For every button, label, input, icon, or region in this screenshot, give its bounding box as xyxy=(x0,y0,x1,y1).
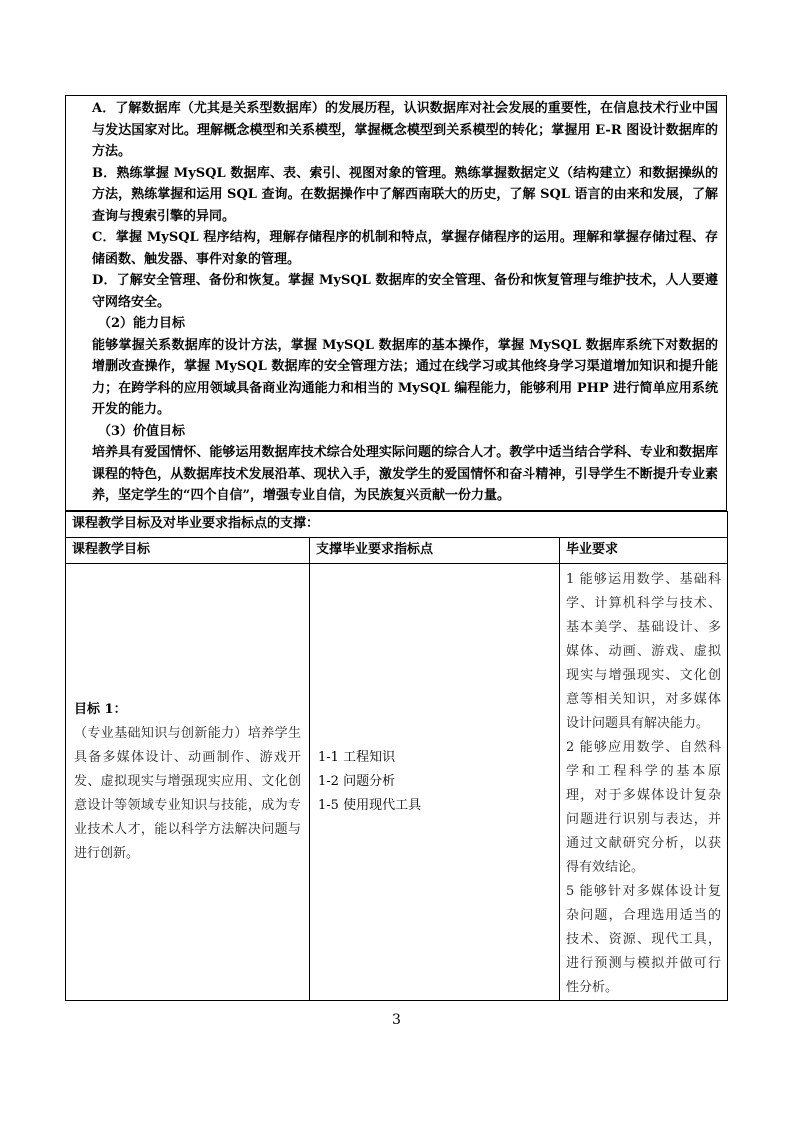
objective-b: B．熟练掌握 MySQL 数据库、表、索引、视图对象的管理。熟练掌握数据定义（结构建立）和数据操纵的方法，熟练掌握和运用 SQL 查询。在数据操作中了解西南联大的历史，了解 SQL 语言的由来和发展，了解查询与搜索引擎的异同。 xyxy=(92,165,718,224)
goal-cell xyxy=(66,564,310,1001)
objective-d: D．了解安全管理、备份和恢复。掌握 MySQL 数据库的安全管理、备份和恢复管理与维护技术，人人要遵守网络安全。 xyxy=(92,273,718,310)
indicator-item: 1-5 使用现代工具 xyxy=(318,798,422,813)
indicator-item: 1-1 工程知识 xyxy=(318,750,396,765)
table-title: 课程教学目标及对毕业要求指标点的支撑： xyxy=(66,512,728,538)
header-indicators: 支撑毕业要求指标点 xyxy=(310,538,560,564)
ability-heading: （2）能力目标 xyxy=(98,316,186,331)
goal-title: 目标 1： xyxy=(74,702,127,717)
indicator-item: 1-2 问题分析 xyxy=(318,774,396,789)
course-objectives-box xyxy=(65,95,727,511)
value-text: 培养具有爱国情怀、能够运用数据库技术综合处理实际问题的综合人才。教学中适当结合学科、专业和数据库课程的特色，从数据库技术发展沿革、现状入手，激发学生的爱国情怀和奋斗精神，引导学生不断提升专业素养，坚定学生的“四个自信”，增强专业自信，为民族复兴贡献一份力量。 xyxy=(92,445,718,503)
indicator-cell xyxy=(310,564,560,1001)
ability-text: 能够掌握关系数据库的设计方法，掌握 MySQL 数据库的基本操作，掌握 MySQL 数据库系统下对数据的增删改查操作，掌握 MySQL 数据库的安全管理方法；通过在线学习或其他终身学习渠道增加知识和提升能力；在跨学科的应用领域具备商业沟通能力和相当的 MySQL 编程能力，能够利用 PHP 进行简单应用系统开发的能力。 xyxy=(92,337,718,417)
requirements-cell xyxy=(560,564,728,1001)
requirement-item: 1 能够运用数学、基础科学、计算机科学与技术、基本美学、基础设计、多媒体、动画、游戏、虚拟现实与增强现实、文化创意等相关知识，对多媒体设计问题具有解决能力。 xyxy=(566,572,721,731)
objective-c: C．掌握 MySQL 程序结构，理解存储程序的机制和特点，掌握存储程序的运用。理解和掌握存储过程、存储函数、触发器、事件对象的管理。 xyxy=(92,230,718,267)
support-table xyxy=(65,511,728,1001)
requirement-item: 5 能够针对多媒体设计复杂问题，合理选用适当的技术、资源、现代工具，进行预测与模拟并做可行性分析。 xyxy=(566,884,721,995)
header-requirements: 毕业要求 xyxy=(560,538,728,564)
header-course-goal: 课程教学目标 xyxy=(66,538,310,564)
requirement-item: 2 能够应用数学、自然科学和工程科学的基本原理，对于多媒体设计复杂问题进行识别与表达，并通过文献研究分析，以获得有效结论。 xyxy=(566,740,721,875)
value-heading: （3）价值目标 xyxy=(98,423,186,439)
goal-text: （专业基础知识与创新能力）培养学生具备多媒体设计、动画制作、游戏开发、虚拟现实与增强现实应用、文化创意设计等领域专业知识与技能，成为专业技术人才，能以科学方法解决问题与进行创新。 xyxy=(74,726,301,861)
objective-a: A．了解数据库（尤其是关系型数据库）的发展历程，认识数据库对社会发展的重要性，在信息技术行业中国与发达国家对比。理解概念模型和关系模型，掌握概念模型到关系模型的转化；掌握用 E-R 图设计数据库的方法。 xyxy=(92,101,718,159)
page-number: 3 xyxy=(392,1012,401,1028)
